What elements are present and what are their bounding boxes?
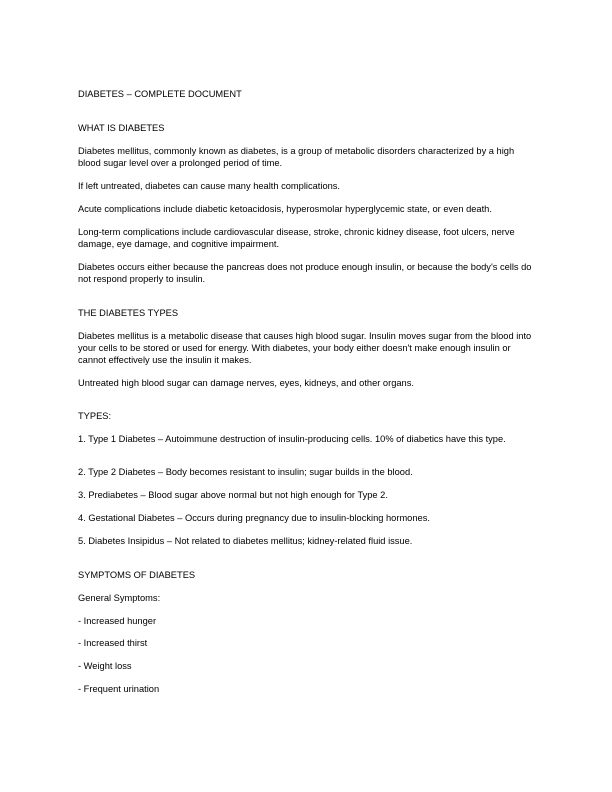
list-item: - Weight loss [78,661,132,671]
paragraph: Untreated high blood sugar can damage nerves, eyes, kidneys, and other organs. [78,378,414,388]
paragraph: If left untreated, diabetes can cause many health complications. [78,181,341,191]
types-heading: TYPES: [78,411,112,421]
list-item: - Increased thirst [78,638,148,648]
symptoms-subheading: General Symptoms: [78,593,161,603]
section-heading-symptoms: SYMPTOMS OF DIABETES [78,570,196,580]
list-item: 4. Gestational Diabetes – Occurs during pregnancy due to insulin-blocking hormones. [78,513,430,523]
list-item: - Increased hunger [78,616,157,626]
paragraph: Diabetes occurs either because the pancreas does not produce enough insulin, or because the body's cells do not respond properly to insulin. [78,262,532,284]
paragraph: Acute complications include diabetic ketoacidosis, hyperosmolar hyperglycemic state, or even death. [78,204,492,214]
section-heading-diabetes-types: THE DIABETES TYPES [78,308,179,318]
list-item: 5. Diabetes Insipidus – Not related to diabetes mellitus; kidney-related fluid issue. [78,536,413,546]
paragraph: Diabetes mellitus, commonly known as diabetes, is a group of metabolic disorders characterized by a high blood sugar level over a prolonged period of time. [78,146,515,168]
section-heading-what-is-diabetes: WHAT IS DIABETES [78,123,165,133]
list-item: 1. Type 1 Diabetes – Autoimmune destruction of insulin-producing cells. 10% of diabetics have this type. [78,434,506,444]
list-item: 3. Prediabetes – Blood sugar above normal but not high enough for Type 2. [78,490,388,500]
paragraph: Diabetes mellitus is a metabolic disease that causes high blood sugar. Insulin moves sugar from the blood into your cells to be stored or used for energy. With diabetes, your body either doesn't make enough insulin or cannot effectively use the insulin it makes. [78,331,532,365]
paragraph: Long-term complications include cardiovascular disease, stroke, chronic kidney disease, foot ulcers, nerve damage, eye damage, and cognitive impairment. [78,227,515,249]
list-item: 2. Type 2 Diabetes – Body becomes resistant to insulin; sugar builds in the blood. [78,467,413,477]
list-item: - Frequent urination [78,684,160,694]
document-title: DIABETES – COMPLETE DOCUMENT [78,89,242,99]
